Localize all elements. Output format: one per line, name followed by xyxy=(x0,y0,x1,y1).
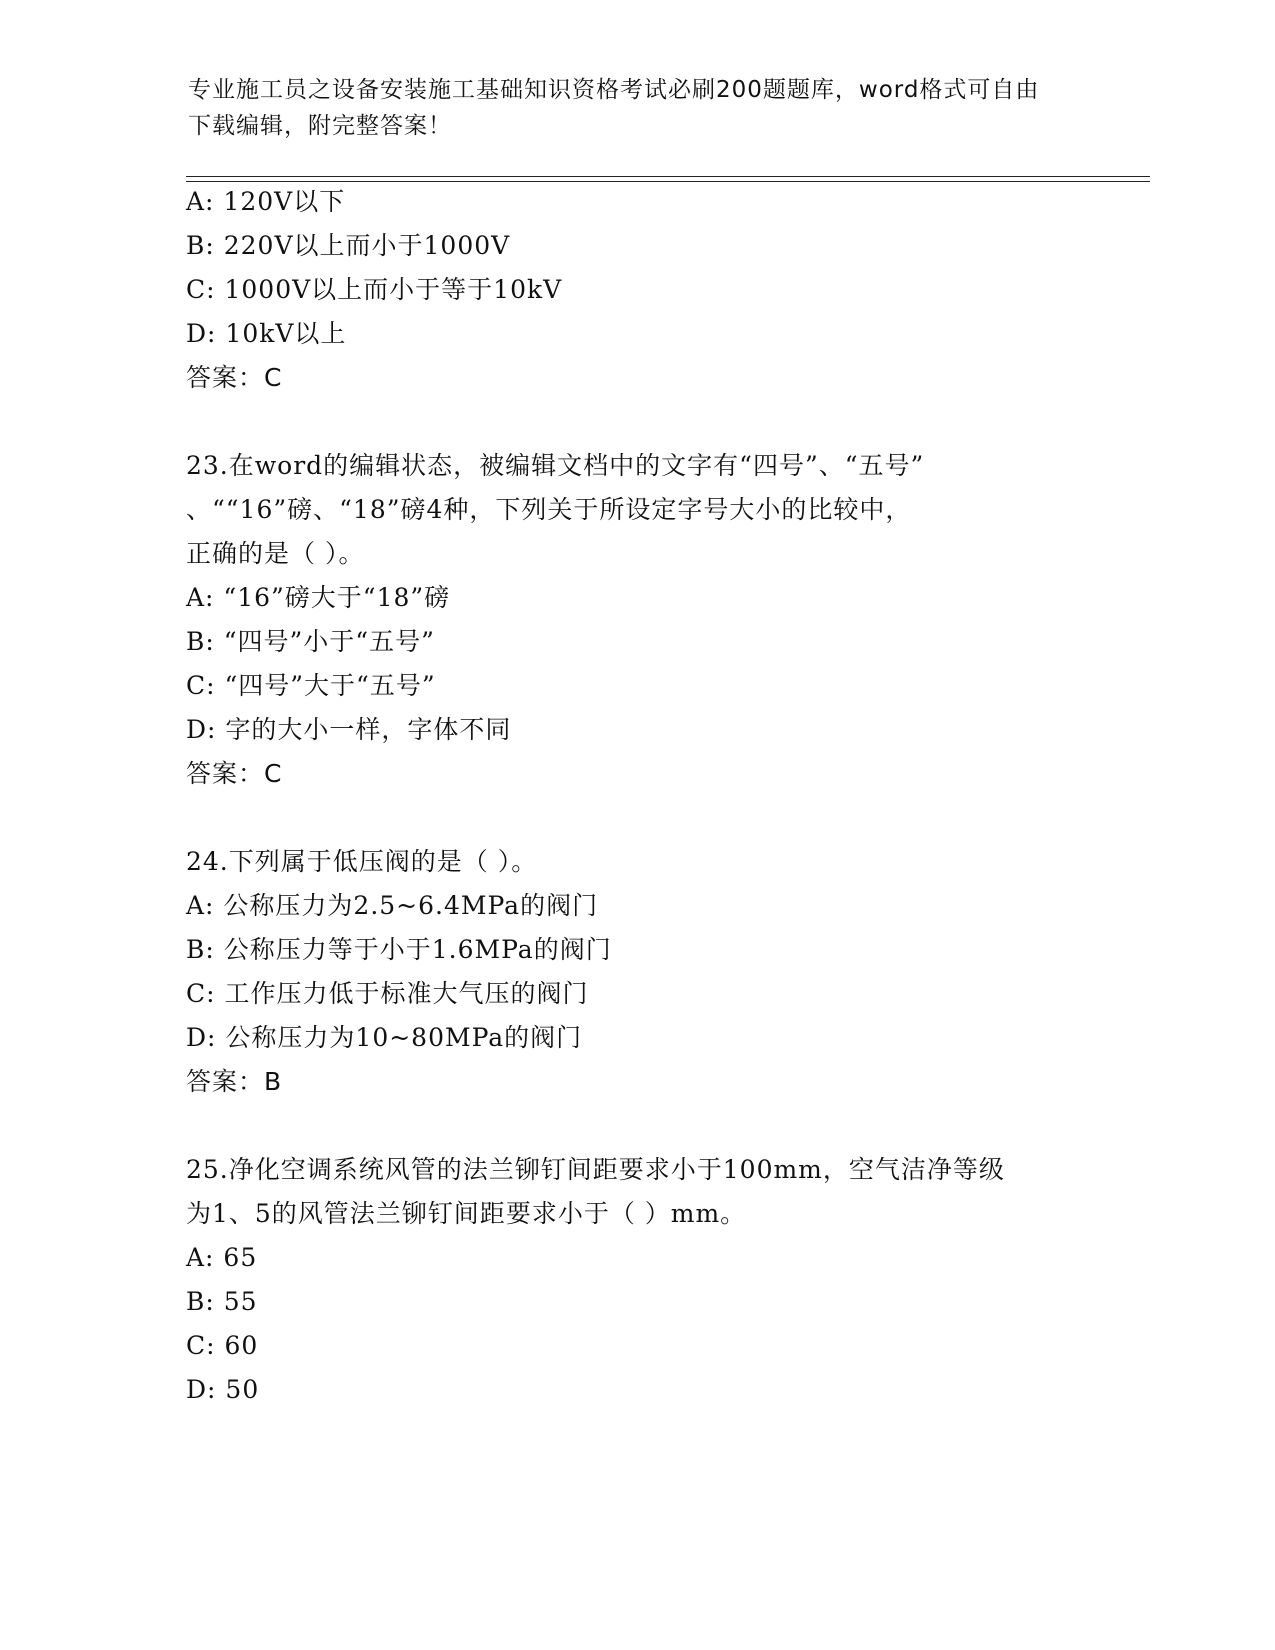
q24-answer: 答案：B xyxy=(186,1067,283,1096)
q25-option-a: A: 65 xyxy=(186,1243,258,1272)
header-divider-bottom xyxy=(186,181,1150,182)
q23-option-b: B: “四号”小于“五号” xyxy=(186,627,435,656)
q24-option-c: C: 工作压力低于标准大气压的阀门 xyxy=(186,979,589,1008)
q25-option-c: C: 60 xyxy=(186,1331,259,1360)
q25-option-b: B: 55 xyxy=(186,1287,258,1316)
q24-option-d: D: 公称压力为10~80MPa的阀门 xyxy=(186,1023,583,1052)
q24-option-b: B: 公称压力等于小于1.6MPa的阀门 xyxy=(186,935,612,964)
q23-option-d: D: 字的大小一样，字体不同 xyxy=(186,715,512,744)
q25-stem-line-1: 25.净化空调系统风管的法兰铆钉间距要求小于100mm，空气洁净等级 xyxy=(186,1155,1005,1184)
q22-option-a: A: 120V以下 xyxy=(186,187,346,216)
q24-option-a: A: 公称压力为2.5~6.4MPa的阀门 xyxy=(186,891,599,920)
q23-option-c: C: “四号”大于“五号” xyxy=(186,671,436,700)
header-line-2: 下载编辑，附完整答案！ xyxy=(188,113,452,139)
q23-option-a: A: “16”磅大于“18”磅 xyxy=(186,583,451,612)
q24-stem-line-1: 24.下列属于低压阀的是（ ）。 xyxy=(186,847,538,876)
q25-option-d: D: 50 xyxy=(186,1375,260,1404)
document-header xyxy=(188,72,1068,144)
q23-answer: 答案：C xyxy=(186,759,283,788)
q23-stem-line-1: 23.在word的编辑状态，被编辑文档中的文字有“四号”、“五号” xyxy=(186,451,925,480)
q22-option-c: C: 1000V以上而小于等于10kV xyxy=(186,275,563,304)
q23-stem-line-3: 正确的是（ ）。 xyxy=(186,539,365,568)
q22-option-b: B: 220V以上而小于1000V xyxy=(186,231,511,260)
header-divider-top xyxy=(186,176,1150,177)
q23-stem-line-2: 、““16”磅、“18”磅4种，下列关于所设定字号大小的比较中， xyxy=(186,495,912,524)
q22-option-d: D: 10kV以上 xyxy=(186,319,347,348)
header-line-1: 专业施工员之设备安装施工基础知识资格考试必刷200题题库，word格式可自由 xyxy=(188,77,1040,103)
q22-answer: 答案：C xyxy=(186,363,283,392)
q25-stem-line-2: 为1、5的风管法兰铆钉间距要求小于（ ）mm。 xyxy=(186,1199,747,1228)
